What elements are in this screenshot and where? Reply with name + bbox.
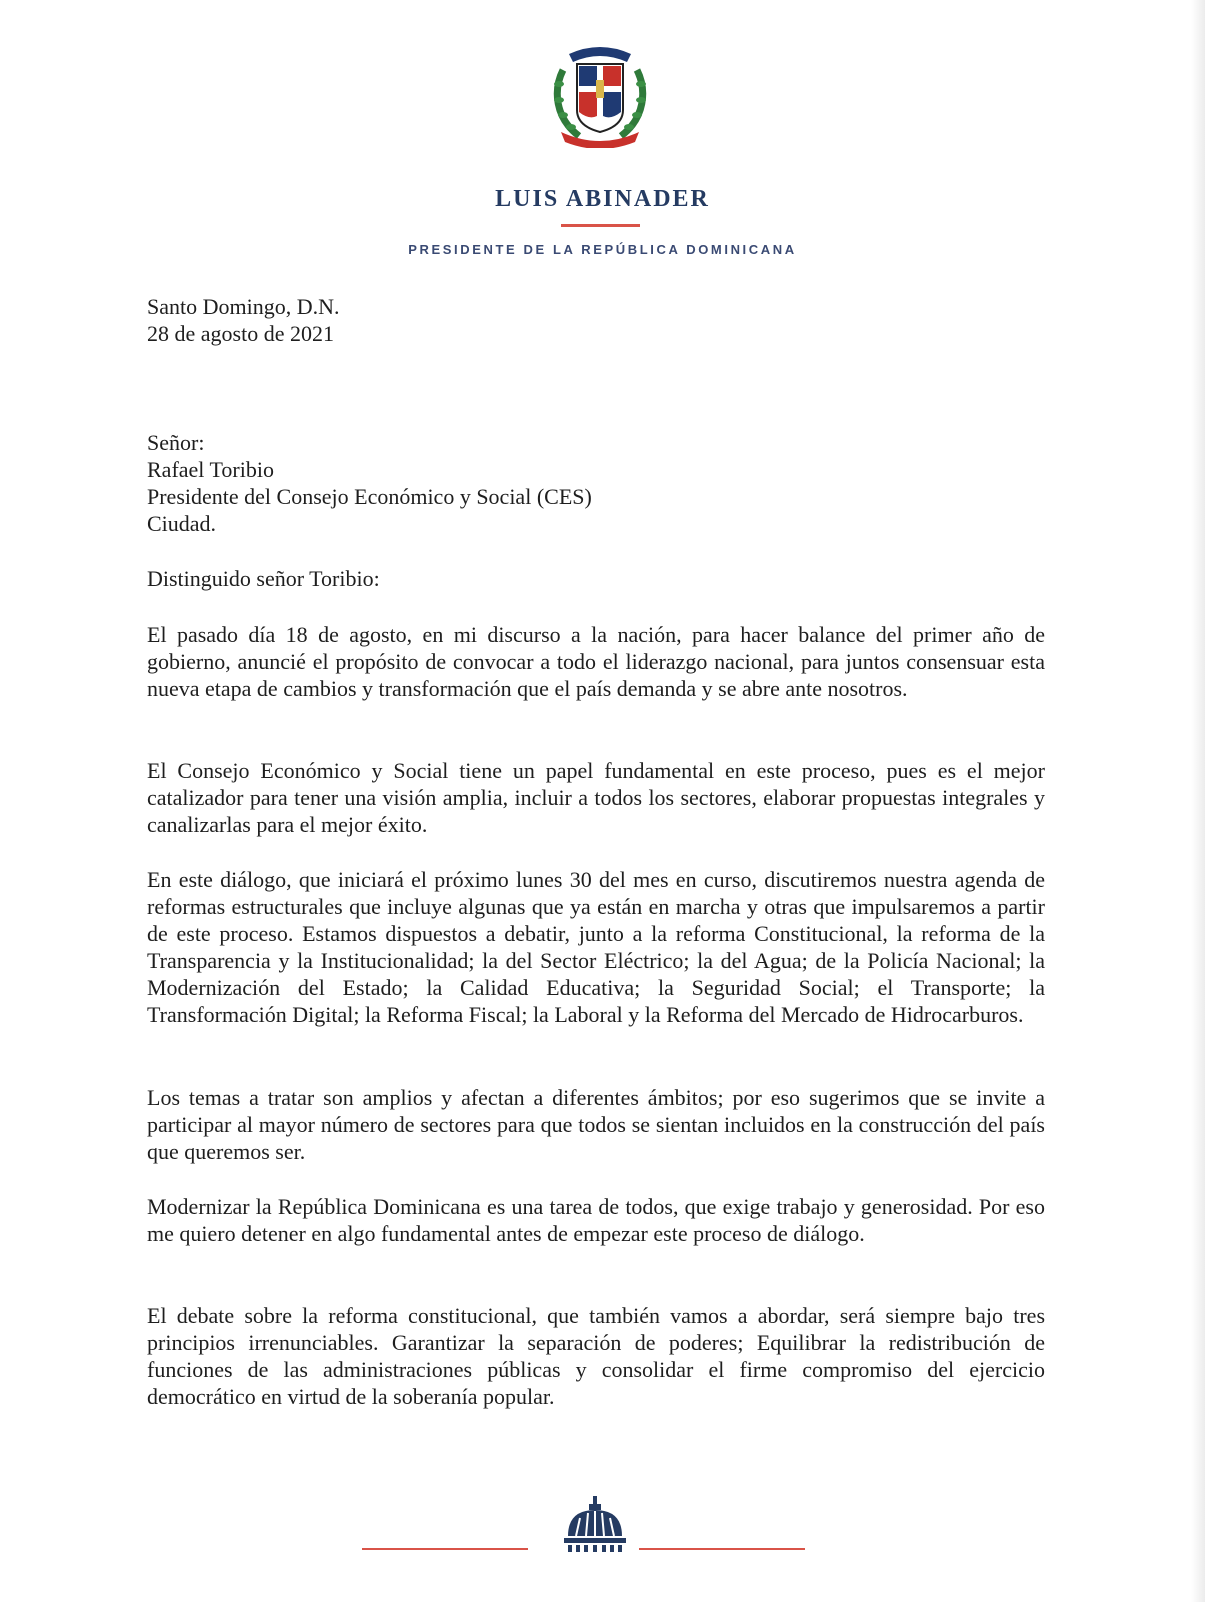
- dome-icon: [562, 1496, 628, 1554]
- footer-line-left: [362, 1548, 528, 1550]
- paragraph-4: Los temas a tratar son amplios y afectan a diferentes ámbitos; por eso sugerimos que se invite a participar al mayor número de sectores para que todos se sientan incluidos en la construcción del país que queremos ser.: [147, 1085, 1045, 1164]
- greeting: Distinguido señor Toribio:: [147, 566, 380, 591]
- recipient-name: Rafael Toribio: [147, 457, 274, 482]
- paragraph-5: Modernizar la República Dominicana es una tarea de todos, que exige trabajo y generosidad. Por eso me quiero detener en algo fundamental antes de empezar este proceso de diálogo.: [147, 1194, 1045, 1246]
- footer-line-right: [639, 1548, 805, 1550]
- recipient-block: [147, 429, 1045, 537]
- name-underline: [561, 224, 640, 227]
- paragraph-3: En este diálogo, que iniciará el próximo lunes 30 del mes en curso, discutiremos nuestra agenda de reformas estructurales que incluye algunas que ya están en marcha y otras que impulsaremos a partir de este proceso. Estamos dispuestos a debatir, junto a la reforma Constitucional, la reforma de la Transparencia y la Institucionalidad; la del Sector Eléctrico; la del Agua; de la Policía Nacional; la Modernización del Estado; la Calidad Educativa; la Seguridad Social; el Transporte; la Transformación Digital; la Reforma Fiscal; la Laboral y la Reforma del Mercado de Hidrocarburos.: [147, 867, 1045, 1027]
- paragraph-6: El debate sobre la reforma constitucional, que también vamos a abordar, será siempre bajo tres principios irrenunciables. Garantizar la separación de poderes; Equilibrar la redistribución de funciones de las administraciones públicas y consolidar el firme compromiso del ejercicio democrático en virtud de la soberanía popular.: [147, 1303, 1045, 1409]
- paragraph-1: El pasado día 18 de agosto, en mi discurso a la nación, para hacer balance del primer año de gobierno, anuncié el propósito de convocar a todo el liderazgo nacional, para juntos consensuar esta nueva etapa de cambios y transformación que el país demanda y se abre ante nosotros.: [147, 622, 1045, 701]
- recipient-salutation-title: Señor:: [147, 430, 205, 455]
- recipient-city: Ciudad.: [147, 511, 217, 536]
- page-edge-shadow: [1191, 0, 1205, 1602]
- location-date-block: [147, 293, 1045, 347]
- paragraph-2: El Consejo Económico y Social tiene un papel fundamental en este proceso, pues es el mejor catalizador para tener una visión amplia, incluir a todos los sectores, elaborar propuestas integrales y canalizarlas para el mejor éxito.: [147, 758, 1045, 837]
- sender-title: PRESIDENTE DE LA REPÚBLICA DOMINICANA: [408, 242, 797, 257]
- recipient-position: Presidente del Consejo Económico y Social (CES): [147, 484, 592, 509]
- letter-date: 28 de agosto de 2021: [147, 321, 334, 346]
- place: Santo Domingo, D.N.: [147, 294, 340, 319]
- coat-of-arms-icon: [549, 40, 651, 148]
- sender-name: LUIS ABINADER: [495, 186, 710, 212]
